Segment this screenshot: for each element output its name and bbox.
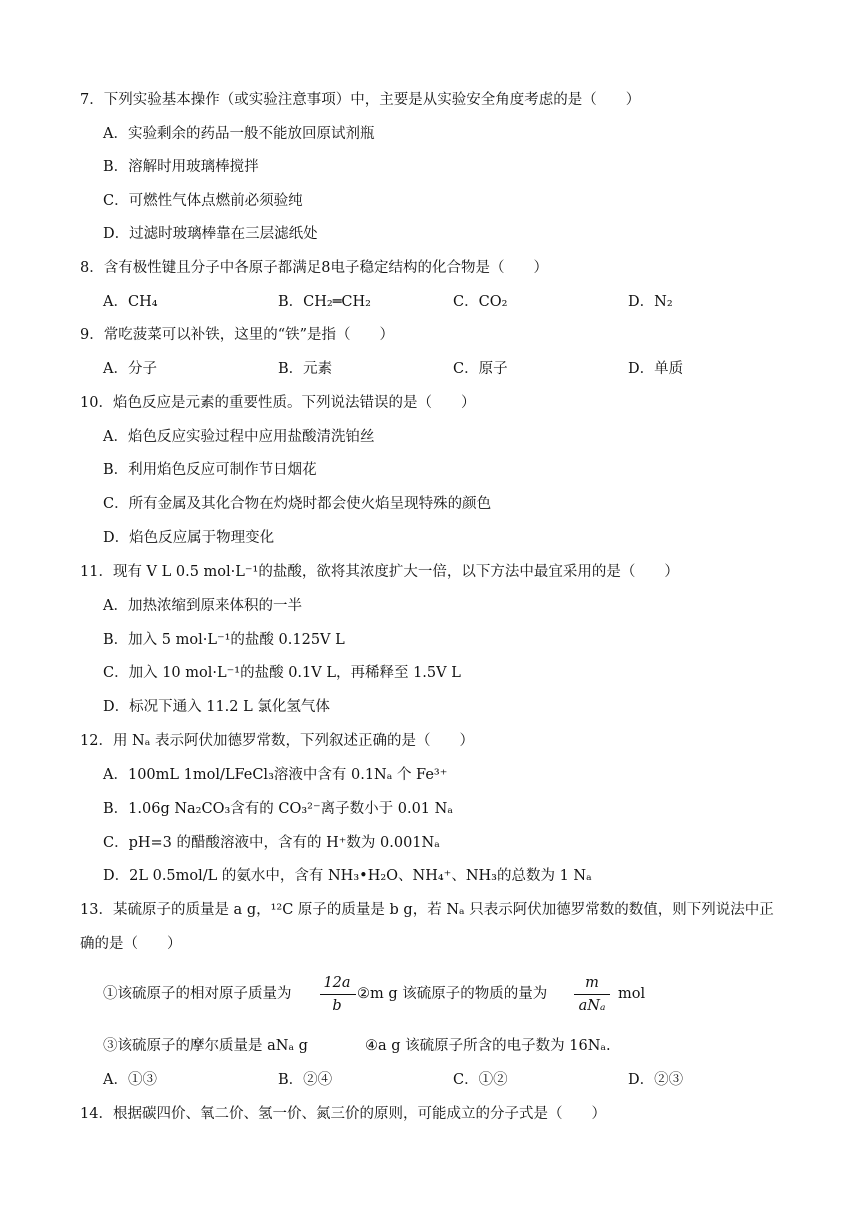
question-8-option-a: A．CH₄ [103,294,158,310]
question-9-option-a: A．分子 [103,361,157,377]
question-11-option-b: B．加入 5 mol·L⁻¹的盐酸 0.125V L [103,632,345,648]
fraction-1-numerator: 12a [323,975,351,991]
question-7-option-a: A．实验剩余的药品一般不能放回原试剂瓶 [103,126,375,142]
question-7-option-d: D．过滤时玻璃棒靠在三层滤纸处 [103,226,318,242]
fraction-2-denominator: aNₐ [578,998,606,1014]
statement-2-unit: mol [618,986,646,1002]
question-12-option-d: D．2L 0.5mol/L 的氨水中，含有 NH₃•H₂O、NH₄⁺、NH₃的总数为 1 Nₐ [103,868,592,884]
question-13-option-b: B．②④ [278,1072,333,1088]
fraction-2-bar [574,994,610,995]
question-7-option-c: C．可燃性气体点燃前必须验纯 [103,193,303,209]
question-9-option-d: D．单质 [628,361,684,377]
question-13-stem-line1: 13．某硫原子的质量是 a g，¹²C 原子的质量是 b g，若 Nₐ 只表示阿伏加德罗常数的数值，则下列说法中正 [80,902,774,918]
question-11-stem: 11．现有 V L 0.5 mol·L⁻¹的盐酸，欲将其浓度扩大一倍，以下方法中最宜采用的是（ ） [80,564,679,580]
statement-1: ①该硫原子的相对原子质量为 [103,986,292,1002]
question-13-stem-line2: 确的是（ ） [80,936,182,952]
question-12-option-a: A．100mL 1mol/LFeCl₃溶液中含有 0.1Nₐ 个 Fe³⁺ [103,767,448,783]
question-12-option-b: B．1.06g Na₂CO₃含有的 CO₃²⁻离子数小于 0.01 Nₐ [103,801,453,817]
question-7-stem: 7．下列实验基本操作（或实验注意事项）中，主要是从实验安全角度考虑的是（ ） [80,92,641,108]
question-12-option-c: C．pH=3 的醋酸溶液中，含有的 H⁺数为 0.001Nₐ [103,835,440,851]
question-8-option-c: C．CO₂ [453,294,508,310]
statement-3: ③该硫原子的摩尔质量是 aNₐ g [103,1038,308,1054]
question-10-option-a: A．焰色反应实验过程中应用盐酸清洗铂丝 [103,429,375,445]
question-11-option-d: D．标况下通入 11.2 L 氯化氢气体 [103,699,330,715]
statement-2: ②m g 该硫原子的物质的量为 [357,986,548,1002]
question-8-stem: 8．含有极性键且分子中各原子都满足8电子稳定结构的化合物是（ ） [80,260,548,276]
statement-4: ④a g 该硫原子所含的电子数为 16Nₐ. [365,1038,611,1054]
question-12-stem: 12．用 Nₐ 表示阿伏加德罗常数，下列叙述正确的是（ ） [80,733,474,749]
question-8-option-d: D．N₂ [628,294,673,310]
question-13-option-c: C．①② [453,1072,508,1088]
question-9-option-c: C．原子 [453,361,508,377]
fraction-1-bar [320,994,356,995]
question-13-option-d: D．②③ [628,1072,684,1088]
question-11-option-c: C．加入 10 mol·L⁻¹的盐酸 0.1V L，再稀释至 1.5V L [103,665,461,681]
question-8-option-b: B．CH₂═CH₂ [278,294,371,310]
question-10-stem: 10．焰色反应是元素的重要性质。下列说法错误的是（ ） [80,395,476,411]
question-10-option-c: C．所有金属及其化合物在灼烧时都会使火焰呈现特殊的颜色 [103,496,492,512]
question-14-stem: 14．根据碳四价、氧二价、氢一价、氮三价的原则，可能成立的分子式是（ ） [80,1106,606,1122]
fraction-1-denominator: b [332,998,342,1014]
question-11-option-a: A．加热浓缩到原来体积的一半 [103,598,302,614]
question-9-option-b: B．元素 [278,361,333,377]
question-9-stem: 9．常吃菠菜可以补铁，这里的“铁”是指（ ） [80,327,395,343]
question-13-option-a: A．①③ [103,1072,157,1088]
question-7-option-b: B．溶解时用玻璃棒搅拌 [103,159,259,175]
question-10-option-d: D．焰色反应属于物理变化 [103,530,275,546]
question-10-option-b: B．利用焰色反应可制作节日烟花 [103,462,317,478]
fraction-2-numerator: m [585,975,599,991]
